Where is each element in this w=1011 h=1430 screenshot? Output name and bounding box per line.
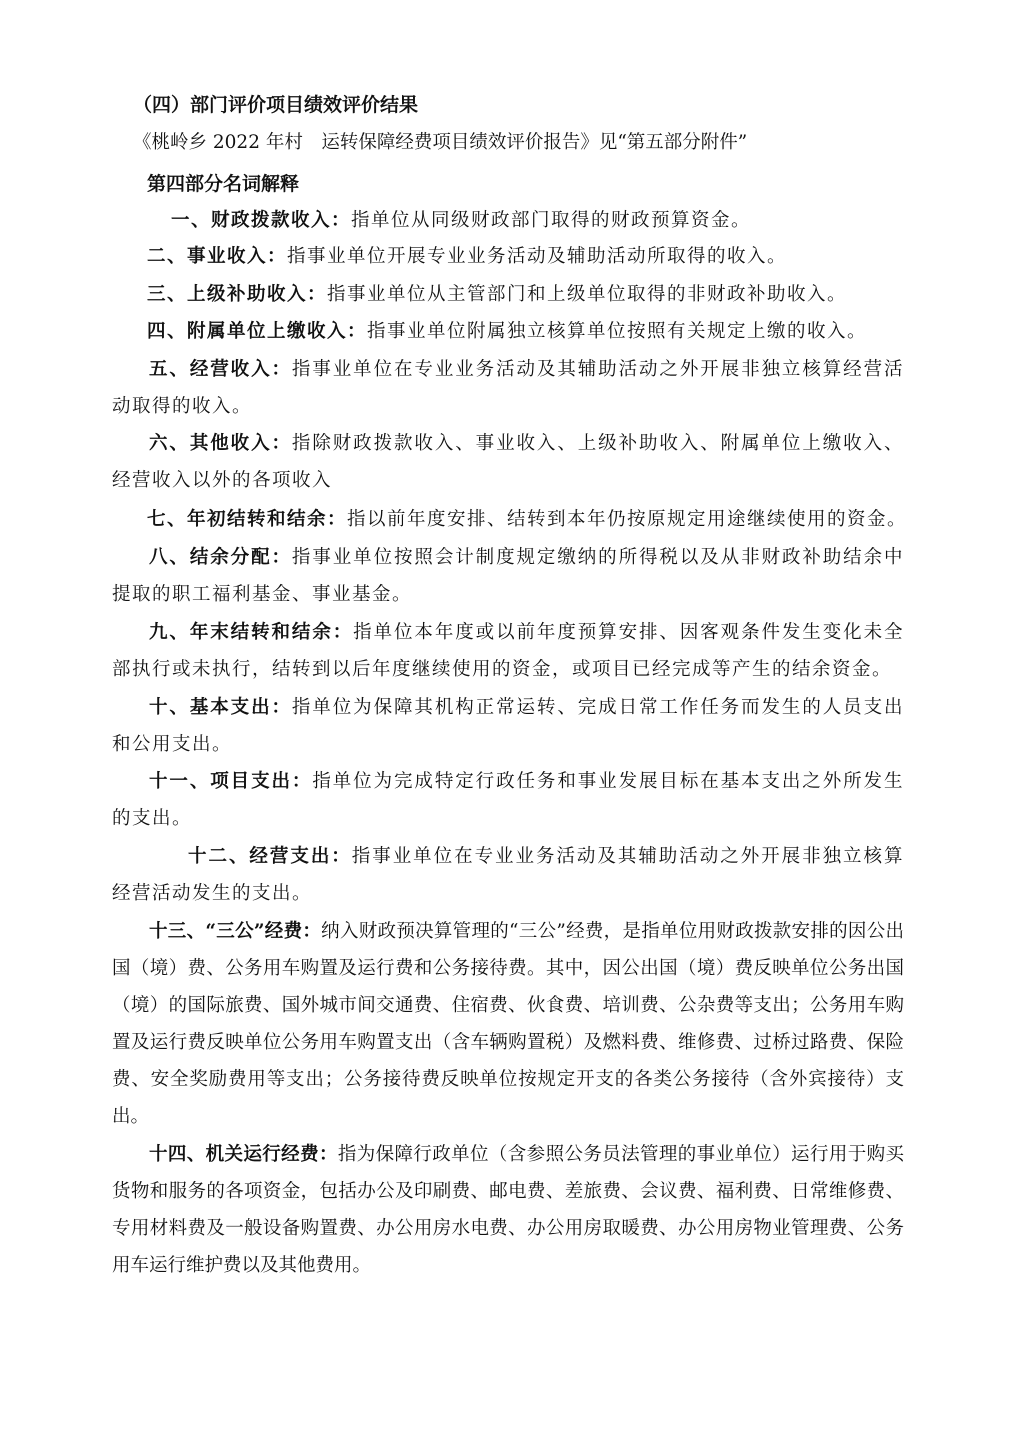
section-four-title: （四）部门评价项目绩效评价结果 xyxy=(133,94,419,116)
term-entry-14 xyxy=(112,1136,904,1284)
part-four-title: 第四部分名词解释 xyxy=(147,173,300,195)
term-entry-5 xyxy=(112,351,904,425)
term-label: 八、结余分配： xyxy=(149,547,292,568)
term-label: 七、年初结转和结余： xyxy=(147,509,348,530)
term-entry-6 xyxy=(112,425,904,499)
term-label: 二、事业收入： xyxy=(147,246,288,267)
term-entry-11 xyxy=(112,763,904,837)
term-entry-10 xyxy=(112,689,904,763)
term-label: 十、基本支出： xyxy=(149,697,292,718)
term-definition: 指单位为完成特定行政任务和事业发展目标在基本支出之外所发生的支出。 xyxy=(112,771,904,829)
term-definition: 指为保障行政单位（含参照公务员法管理的事业单位）运行用于购买货物和服务的各项资金，包括办公及印刷费、邮电费、差旅费、会议费、福利费、日常维修费、专用材料费及一般设备购置费、办公用房水电费、办公用房取暖费、办公用房物业管理费、公务用车运行维护费以及其他费用。 xyxy=(112,1144,904,1276)
term-entry-7 xyxy=(147,508,907,532)
term-entry-12 xyxy=(112,838,904,912)
term-entry-9 xyxy=(112,614,904,688)
term-entry-13 xyxy=(112,913,904,1135)
term-definition: 纳入财政预决算管理的“三公”经费，是指单位用财政拨款安排的因公出国（境）费、公务用车购置及运行费和公务接待费。其中，因公出国（境）费反映单位公务出国（境）的国际旅费、国外城市间交通费、住宿费、伙食费、培训费、公杂费等支出；公务用车购置及运行费反映单位公务用车购置支出（含车辆购置税）及燃料费、维修费、过桥过路费、保险费、安全奖励费用等支出；公务接待费反映单位按规定开支的各类公务接待（含外宾接待）支出。 xyxy=(112,921,904,1127)
term-label: 一、财政拨款收入： xyxy=(171,210,352,231)
term-label: 十一、项目支出： xyxy=(149,771,313,792)
term-definition: 指单位本年度或以前年度预算安排、因客观条件发生变化未全部执行或未执行，结转到以后年度继续使用的资金，或项目已经完成等产生的结余资金。 xyxy=(112,622,904,680)
term-label: 十二、经营支出： xyxy=(188,846,352,867)
term-definition: 指事业单位在专业业务活动及其辅助活动之外开展非独立核算经营活动取得的收入。 xyxy=(112,359,904,417)
term-label: 十三、“三公”经费： xyxy=(149,921,322,942)
term-entry-4 xyxy=(147,320,867,344)
term-definition: 指以前年度安排、结转到本年仍按原规定用途继续使用的资金。 xyxy=(347,509,908,530)
term-label: 五、经营收入： xyxy=(149,359,292,380)
term-entry-1 xyxy=(171,209,751,233)
term-definition: 指事业单位开展专业业务活动及辅助活动所取得的收入。 xyxy=(287,246,788,267)
term-definition: 指除财政拨款收入、事业收入、上级补助收入、附属单位上缴收入、经营收入以外的各项收入 xyxy=(112,433,904,491)
term-entry-3 xyxy=(147,283,847,307)
term-definition: 指事业单位在专业业务活动及其辅助活动之外开展非独立核算经营活动发生的支出。 xyxy=(112,846,904,904)
term-label: 四、附属单位上缴收入： xyxy=(147,321,368,342)
term-definition: 指单位为保障其机构正常运转、完成日常工作任务而发生的人员支出和公用支出。 xyxy=(112,697,904,755)
term-entry-2 xyxy=(147,245,787,269)
term-definition: 指单位从同级财政部门取得的财政预算资金。 xyxy=(351,210,752,231)
term-label: 三、上级补助收入： xyxy=(147,284,328,305)
term-definition: 指事业单位附属独立核算单位按照有关规定上缴的收入。 xyxy=(367,321,868,342)
term-label: 六、其他收入： xyxy=(149,433,292,454)
term-label: 十四、机关运行经费： xyxy=(149,1144,338,1165)
report-reference: 《桃岭乡 2022 年村 运转保障经费项目绩效评价报告》见“第五部分附件” xyxy=(133,132,748,153)
term-label: 九、年末结转和结余： xyxy=(149,622,354,643)
term-definition: 指事业单位从主管部门和上级单位取得的非财政补助收入。 xyxy=(327,284,848,305)
term-definition: 指事业单位按照会计制度规定缴纳的所得税以及从非财政补助结余中提取的职工福利基金、事业基金。 xyxy=(112,547,904,605)
term-entry-8 xyxy=(112,539,904,613)
